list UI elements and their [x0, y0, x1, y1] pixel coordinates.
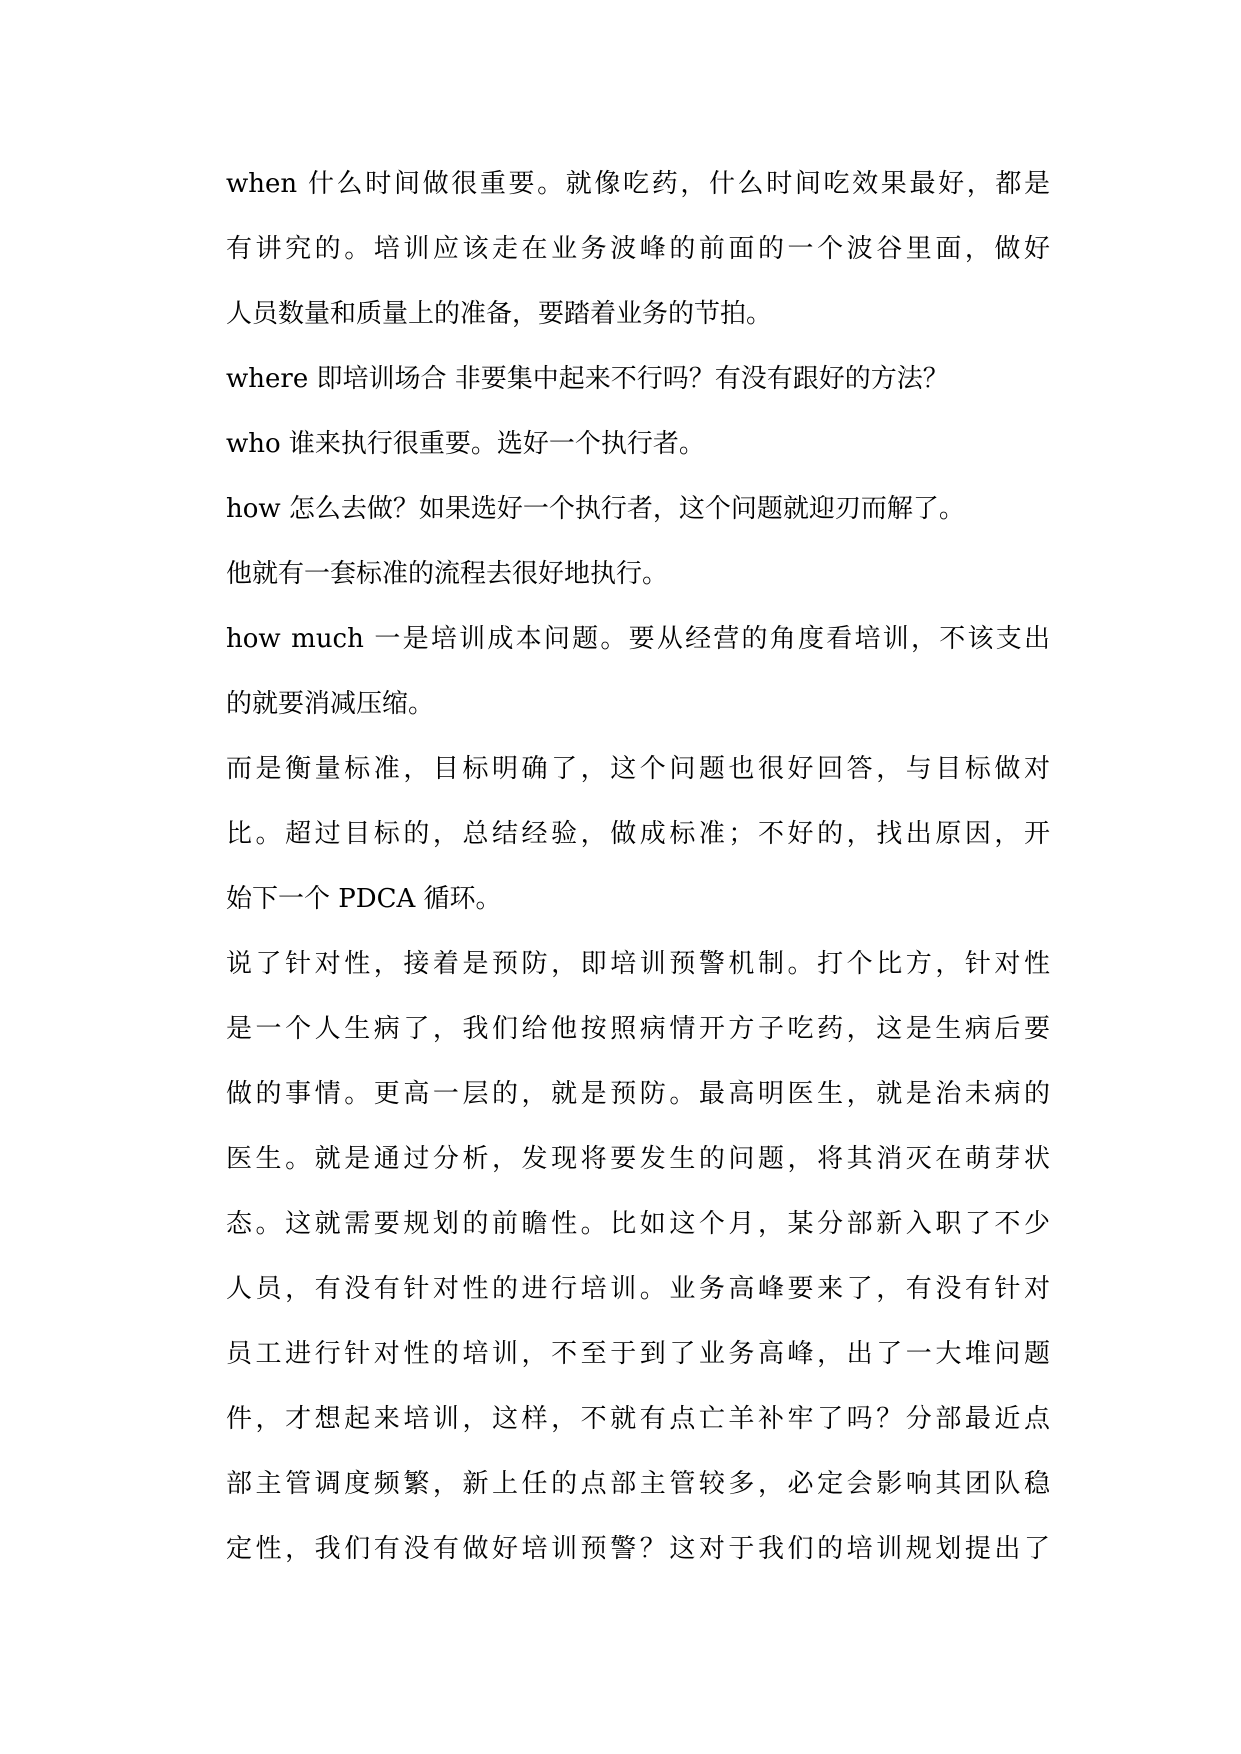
- text-line: 是一个人生病了，我们给他按照病情开方子吃药，这是生病后要: [226, 1014, 1050, 1044]
- text-line: who 谁来执行很重要。选好一个执行者。: [226, 429, 705, 459]
- text-line: 人员，有没有针对性的进行培训。业务高峰要来了，有没有针对: [226, 1274, 1050, 1304]
- text-line: how 怎么去做？如果选好一个执行者，这个问题就迎刃而解了。: [226, 494, 965, 524]
- text-line: 人员数量和质量上的准备，要踏着业务的节拍。: [226, 299, 773, 329]
- text-line: 而是衡量标准，目标明确了，这个问题也很好回答，与目标做对: [226, 754, 1050, 784]
- text-line: 做的事情。更高一层的，就是预防。最高明医生，就是治未病的: [226, 1079, 1050, 1109]
- text-line: 比。超过目标的，总结经验，做成标准；不好的，找出原因，开: [226, 819, 1050, 849]
- text-line: 员工进行针对性的培训，不至于到了业务高峰，出了一大堆问题: [226, 1339, 1050, 1369]
- text-line: 部主管调度频繁，新上任的点部主管较多，必定会影响其团队稳: [226, 1469, 1050, 1499]
- text-line: how much 一是培训成本问题。要从经营的角度看培训，不该支出: [226, 624, 1050, 654]
- text-line: 的就要消减压缩。: [226, 689, 435, 719]
- text-line: when 什么时间做很重要。就像吃药，什么时间吃效果最好，都是: [226, 169, 1050, 199]
- text-line: 有讲究的。培训应该走在业务波峰的前面的一个波谷里面，做好: [226, 234, 1050, 264]
- text-line: where 即培训场合 非要集中起来不行吗？有没有跟好的方法？: [226, 364, 949, 394]
- text-line: 医生。就是通过分析，发现将要发生的问题，将其消灭在萌芽状: [226, 1144, 1050, 1174]
- text-line: 定性，我们有没有做好培训预警？这对于我们的培训规划提出了: [226, 1534, 1050, 1564]
- body-text: [226, 152, 1050, 1582]
- text-line: 始下一个 PDCA 循环。: [226, 884, 502, 914]
- text-line: 态。这就需要规划的前瞻性。比如这个月，某分部新入职了不少: [226, 1209, 1050, 1239]
- text-line: 件，才想起来培训，这样，不就有点亡羊补牢了吗？分部最近点: [226, 1404, 1050, 1434]
- text-line: 说了针对性，接着是预防，即培训预警机制。打个比方，针对性: [226, 949, 1050, 979]
- text-line: 他就有一套标准的流程去很好地执行。: [226, 559, 669, 589]
